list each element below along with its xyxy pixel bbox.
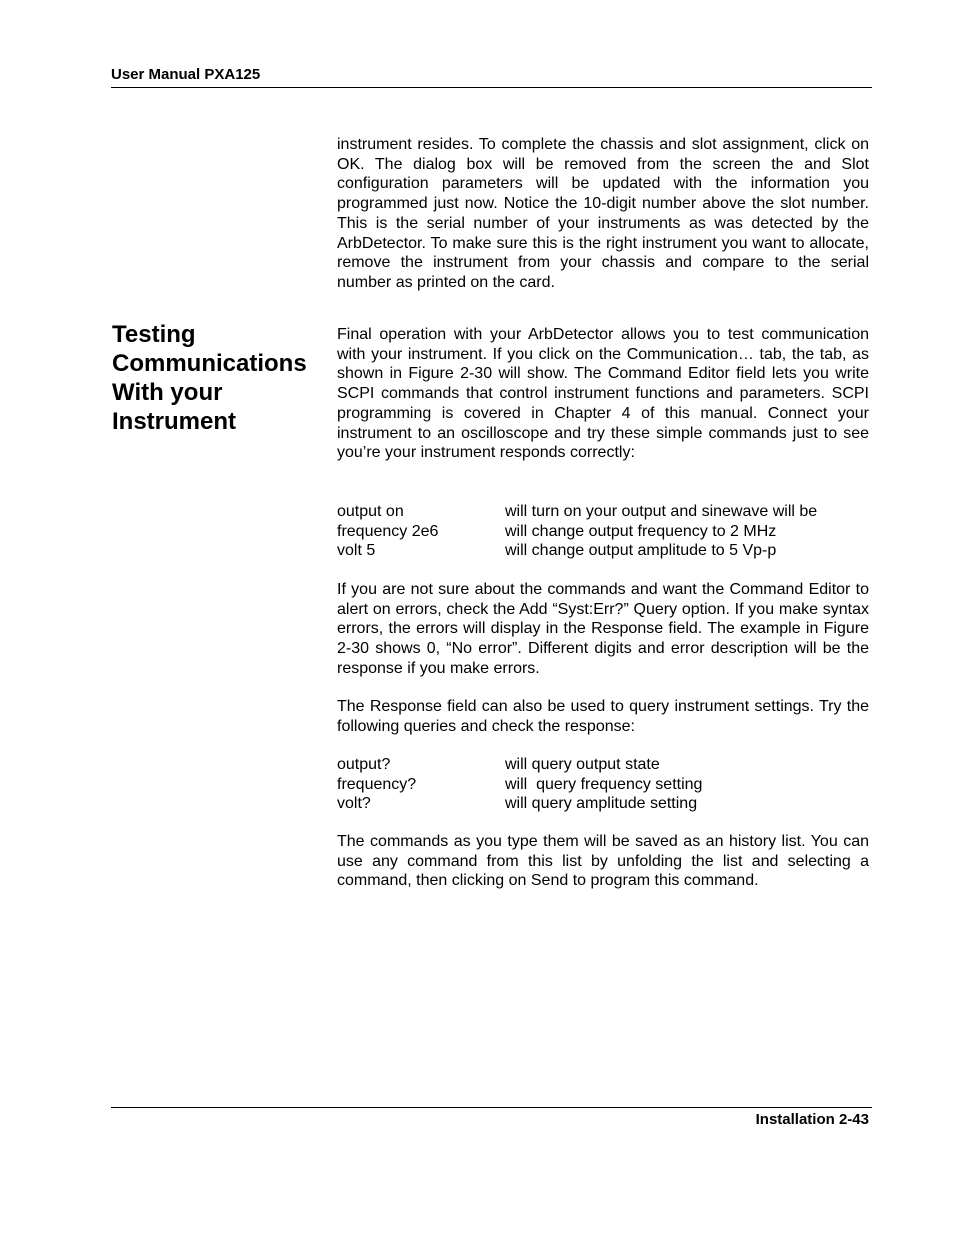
- query-description: will query output state: [505, 756, 660, 773]
- query-row: [337, 755, 869, 775]
- query-list: [337, 755, 869, 814]
- query-description: will query frequency setting: [505, 775, 703, 793]
- command-row: [337, 502, 869, 522]
- command-name: frequency 2e6: [337, 522, 439, 540]
- command-row: [337, 522, 869, 542]
- page-number: Installation 2-43: [755, 1111, 869, 1128]
- command-list: [337, 502, 869, 561]
- section-paragraph-4: The commands as you type them will be saved as an history list. You can use any command from this list by unfolding the list and selecting a command, then clicking on Send to program this command.: [337, 833, 869, 890]
- command-description: will change output amplitude to 5 Vp-p: [505, 542, 777, 560]
- manual-title: User Manual PXA125: [111, 66, 261, 83]
- section-paragraph-1: Final operation with your ArbDetector allows you to test communication with your instrument. If you click on the Communication… tab, the tab, as shown in Figure 2-30 will show. The Command Editor field lets you write SCPI commands that control instrument functions and parameters. SCPI programming is covered in Chapter 4 of this manual. Connect your instrument to an oscilloscope and try these simple commands just to see you’re your instrument responds correctly:: [337, 326, 869, 462]
- query-name: output?: [337, 756, 391, 773]
- section-paragraph-3: The Response field can also be used to query instrument settings. Try the following queries and check the response:: [337, 698, 869, 735]
- command-row: [337, 541, 869, 561]
- command-name: output on: [337, 503, 404, 520]
- page-footer: [111, 1107, 872, 1128]
- command-description: will turn on your output and sinewave will be: [505, 503, 818, 520]
- query-description: will query amplitude setting: [505, 795, 698, 813]
- query-row: [337, 794, 869, 814]
- query-name: volt?: [337, 795, 371, 813]
- query-name: frequency?: [337, 775, 417, 793]
- command-description: will change output frequency to 2 MHz: [505, 522, 777, 540]
- section-paragraph-2: If you are not sure about the commands and want the Command Editor to alert on errors, check the Add “Syst:Err?” Query option. If you make syntax errors, the errors will display in the Response field. The example in Figure 2-30 shows 0, “No error”. Different digits and error description will be the response if you make errors.: [337, 581, 869, 677]
- section-heading: Testing Communications With your Instrument: [112, 321, 307, 435]
- page-header: [111, 64, 872, 88]
- command-name: volt 5: [337, 542, 376, 560]
- query-row: [337, 775, 869, 795]
- intro-paragraph: instrument resides. To complete the chassis and slot assignment, click on OK. The dialog box will be removed from the screen the and Slot configuration parameters will be updated with the information you programmed just now. Notice the 10-digit number above the slot number. This is the serial number of your instruments as was detected by the ArbDetector. To make sure this is the right instrument you want to allocate, remove the instrument from your chassis and compare to the serial number as printed on the card.: [337, 136, 869, 291]
